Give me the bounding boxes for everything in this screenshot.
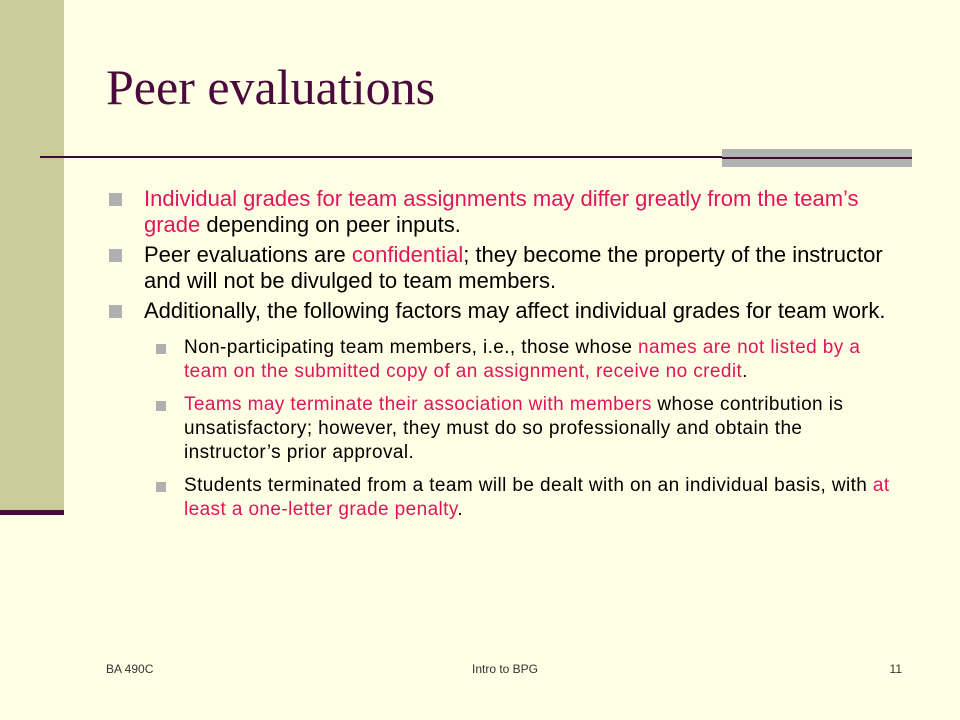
highlight-text: at least a one-letter grade penalty: [184, 475, 890, 520]
left-decorative-band: [0, 0, 64, 512]
sub-bullet-item: [106, 474, 896, 522]
plain-text: depending on peer inputs.: [200, 212, 461, 237]
plain-text: .: [742, 361, 748, 382]
footer-presentation-title: Intro to BPG: [471, 662, 539, 676]
highlight-text: Teams may terminate their association with members: [184, 394, 652, 415]
plain-text: Non-participating team members, i.e., those whose: [184, 337, 639, 358]
bullet-text: [144, 186, 859, 237]
bullet-square-icon: [109, 305, 122, 318]
bullet-item: [106, 186, 896, 238]
footer-page-number: 11: [889, 662, 902, 676]
bullet-square-icon: [156, 482, 166, 492]
plain-text: Students terminated from a team will be dealt with on an individual basis, with: [184, 475, 873, 496]
sub-bullet-text: [184, 394, 843, 463]
divider-accent-line: [722, 157, 912, 159]
plain-text: ; they become the property of the instructor and will not be divulged to team members.: [144, 242, 883, 293]
bullet-square-icon: [156, 401, 166, 411]
plain-text: whose contribution is unsatisfactory; however, they must do so professionally and obtain the instructor’s prior approval.: [184, 394, 844, 463]
sub-bullet-item: [106, 336, 896, 384]
bullet-item: [106, 242, 896, 294]
left-band-accent: [0, 510, 64, 515]
highlight-text: confidential: [351, 242, 464, 267]
bullet-square-icon: [109, 249, 122, 262]
sub-bullet-text: [184, 475, 890, 520]
sub-bullet-item: [106, 393, 896, 465]
sub-bullet-text: [184, 337, 860, 382]
highlight-text: Individual grades for team assignments may differ greatly from the team’s grade: [144, 186, 859, 237]
plain-text: Additionally, the following factors may affect individual grades for team work.: [144, 298, 886, 323]
bullet-text: [144, 242, 883, 293]
bullet-text: [144, 298, 885, 323]
highlight-text: names are not listed by a team on the submitted copy of an assignment, receive no credit: [184, 337, 861, 382]
plain-text: .: [457, 499, 464, 520]
slide-body: [106, 186, 896, 531]
bullet-square-icon: [109, 193, 122, 206]
bullet-item: [106, 298, 896, 324]
footer-course-code: BA 490C: [106, 662, 154, 676]
slide-title: Peer evaluations: [106, 59, 436, 115]
bullet-square-icon: [156, 344, 166, 354]
plain-text: Peer evaluations are: [144, 242, 352, 267]
